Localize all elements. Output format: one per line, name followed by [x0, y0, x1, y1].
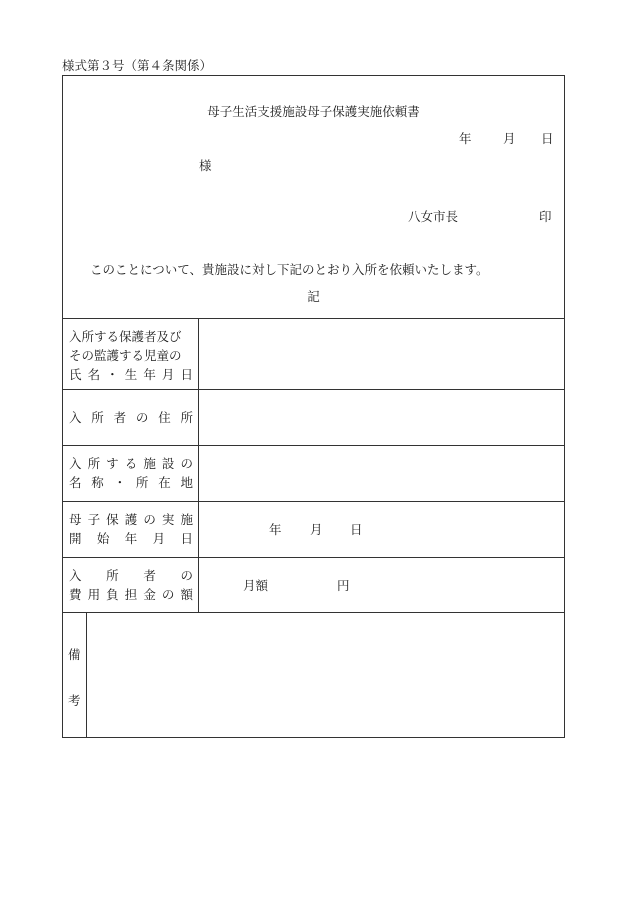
start-date-month: 月	[310, 522, 323, 537]
fee-yen: 円	[337, 578, 350, 593]
date-month: 月	[503, 131, 516, 146]
start-date-day: 日	[350, 522, 363, 537]
seal-mark: 印	[539, 209, 552, 224]
form-id: 様式第３号（第４条関係）	[62, 58, 213, 73]
remarks-label-1: 備	[68, 647, 81, 662]
addressee-suffix: 様	[199, 158, 212, 173]
issuer-name: 八女市長	[408, 209, 459, 224]
ki-heading: 記	[307, 289, 320, 304]
date-day: 日	[541, 131, 554, 146]
request-form	[62, 75, 565, 738]
document-title: 母子生活支援施設母子保護実施依頼書	[207, 104, 420, 119]
address-label: 入 所 者 の 住 所	[69, 410, 193, 425]
fee-monthly: 月額	[243, 578, 269, 593]
guardian-label: 入所する保護者及び その監護する児童の 氏 名 ・ 生 年 月 日	[69, 329, 193, 382]
remarks-label-2: 考	[68, 693, 81, 708]
start-date-year: 年	[269, 522, 282, 537]
column-divider	[198, 318, 199, 612]
start-date-label: 母 子 保 護 の 実 施 開 始 年 月 日	[69, 512, 193, 546]
date-year: 年	[459, 131, 472, 146]
facility-label: 入 所 す る 施 設 の 名 称 ・ 所 在 地	[69, 456, 193, 490]
guardian-label-line3: 氏 名 ・ 生 年 月 日	[69, 367, 193, 382]
fee-label: 入 所 者 の 費 用 負 担 金 の 額	[69, 568, 193, 602]
request-statement: このことについて、貴施設に対し下記のとおり入所を依頼いたします。	[90, 262, 489, 277]
